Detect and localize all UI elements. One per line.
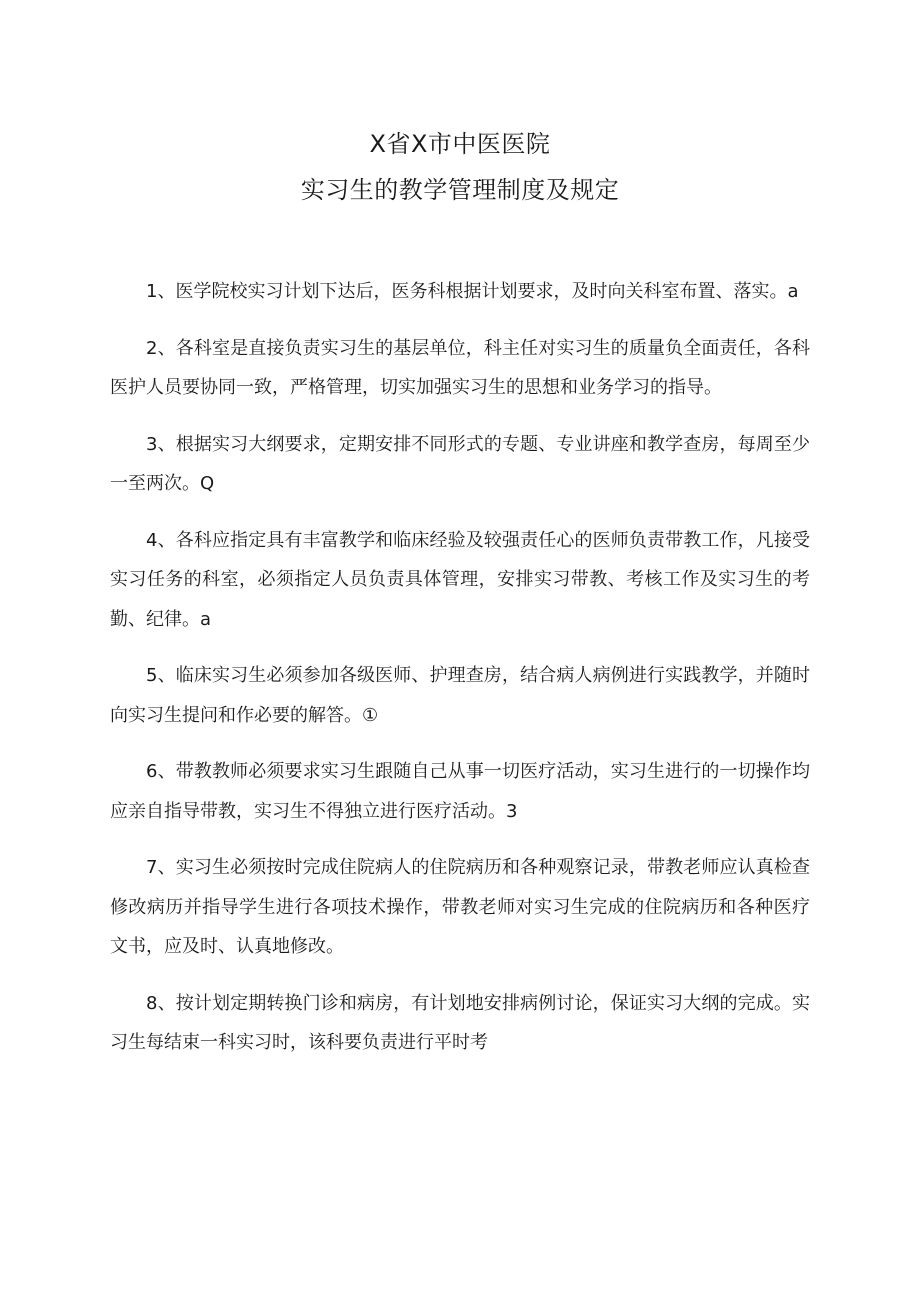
paragraph-6: 6、带教教师必须要求实习生跟随自己从事一切医疗活动，实习生进行的一切操作均应亲自指导带教，实习生不得独立进行医疗活动。3 xyxy=(110,761,810,822)
paragraph-3: 3、根据实习大纲要求，定期安排不同形式的专题、专业讲座和教学查房，每周至少一至两次。Q xyxy=(110,433,810,494)
paragraph-5: 5、临床实习生必须参加各级医师、护理查房，结合病人病例进行实践教学，并随时向实习生提问和作必要的解答。① xyxy=(110,665,810,726)
title-block xyxy=(0,122,920,212)
document-title: 实习生的教学管理制度及规定 xyxy=(300,176,620,204)
paragraph-7: 7、实习生必须按时完成住院病人的住院病历和各种观察记录，带教老师应认真检查修改病历并指导学生进行各项技术操作，带教老师对实习生完成的住院病历和各种医疗文书，应及时、认真地修改。 xyxy=(110,857,810,957)
paragraph-1: 1、医学院校实习计划下达后，医务科根据计划要求，及时向关科室布置、落实。a xyxy=(146,281,799,302)
hospital-name-title: X省X市中医医院 xyxy=(369,130,551,158)
paragraph-8: 8、按计划定期转换门诊和病房，有计划地安排病例讨论，保证实习大纲的完成。实习生每结束一科实习时，该科要负责进行平时考 xyxy=(110,992,810,1053)
paragraph-4: 4、各科应指定具有丰富教学和临床经验及较强责任心的医师负责带教工作，凡接受实习任务的科室，必须指定人员负责具体管理，安排实习带教、考核工作及实习生的考勤、纪律。a xyxy=(110,529,810,630)
document-body xyxy=(110,272,810,1080)
paragraph-2: 2、各科室是直接负责实习生的基层单位，科主任对实习生的质量负全面责任，各科医护人员要协同一致，严格管理，切实加强实习生的思想和业务学习的指导。 xyxy=(110,337,810,398)
